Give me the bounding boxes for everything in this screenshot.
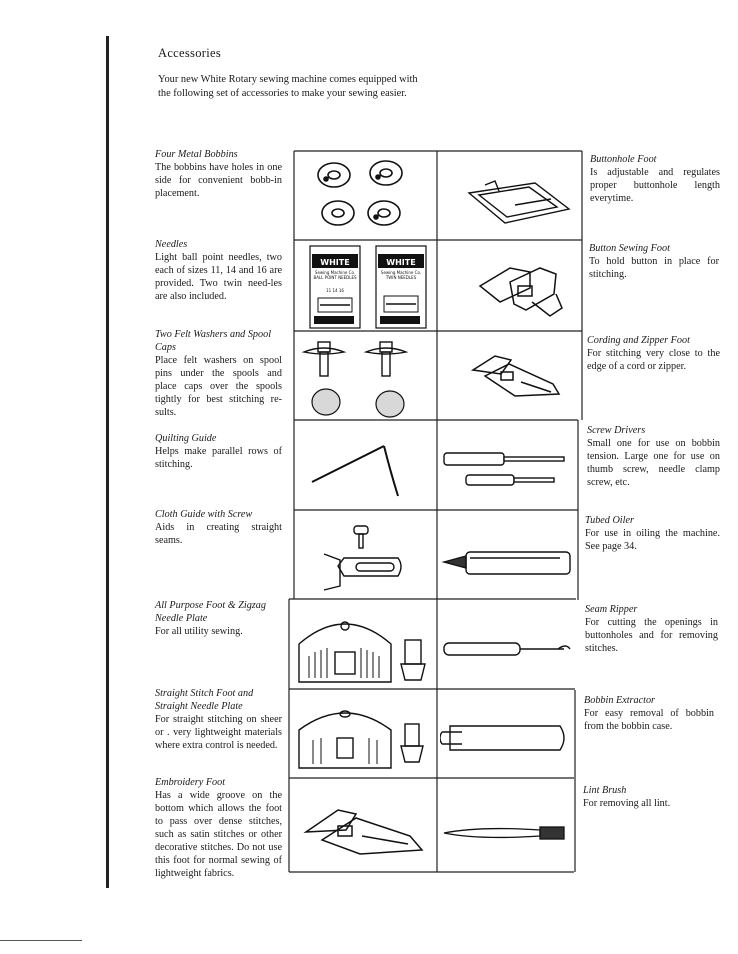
- item-text: For cutting the openings in buttonholes and for removing stitches.: [585, 617, 718, 654]
- item-title: Bobbin Extractor: [584, 695, 656, 706]
- item-title: Lint Brush: [583, 785, 627, 796]
- item-title: Buttonhole Foot: [590, 154, 657, 165]
- lint-brush-icon: [440, 818, 575, 848]
- desc-buttonhole-foot: [590, 153, 720, 205]
- felt-washer-icon: [312, 389, 404, 417]
- bobbin-extractor-icon: [440, 720, 575, 756]
- bobbin-icon: [318, 161, 402, 225]
- item-title: Four Metal Bobbins: [155, 149, 238, 160]
- desc-seam-ripper: [585, 603, 718, 655]
- straight-plate-illustration: [295, 700, 435, 772]
- svg-text:Sewing Machine Co.: Sewing Machine Co.: [380, 270, 422, 275]
- button-foot-icon: [470, 258, 570, 323]
- desc-cloth-guide: [155, 508, 282, 547]
- item-title: Needles: [155, 239, 188, 250]
- item-title: Tubed Oiler: [585, 515, 634, 526]
- spool-caps-illustration: [300, 336, 430, 418]
- bobbins-illustration: [310, 155, 420, 237]
- item-text: For removing all lint.: [583, 798, 671, 809]
- binding-margin-line: [106, 36, 109, 888]
- item-text: Has a wide groove on the bottom which allows the foot to pass over dense stitches, such as satin stitches or other decorative stitches. Do not use this foot for normal sewing of lightweight fabrics.: [155, 790, 282, 879]
- needle-pack-illustration: [306, 244, 431, 330]
- desc-bobbin-extractor: [584, 694, 714, 733]
- item-title: Two Felt Washers and Spool Caps: [155, 329, 272, 353]
- item-title: Cording and Zipper Foot: [587, 335, 690, 346]
- item-text: For use in oiling the machine. See page 34.: [585, 528, 720, 552]
- screwdriver-icon: [440, 445, 575, 493]
- item-title: Cloth Guide with Screw: [155, 509, 253, 520]
- desc-lint-brush: [583, 784, 713, 810]
- item-text: The bobbins have holes in one side for convenient bobb-in placement.: [155, 162, 282, 199]
- item-title: Screw Drivers: [587, 425, 646, 436]
- item-title: All Purpose Foot & Zigzag Needle Plate: [155, 600, 266, 624]
- desc-needles: [155, 238, 282, 303]
- intro-paragraph: Your new White Rotary sewing machine comes equipped with the following set of accessories to make your sewing easier.: [158, 74, 418, 99]
- desc-button-sewing-foot: [589, 242, 719, 281]
- desc-felt-washers-spool-caps: [155, 328, 282, 419]
- buttonhole-foot-icon: [465, 175, 575, 230]
- zipper-foot-icon: [465, 348, 565, 404]
- item-text: Aids in creating straight seams.: [155, 522, 282, 546]
- item-text: Helps make parallel rows of stitching.: [155, 446, 282, 470]
- needle-pack-icon: [310, 246, 426, 328]
- bottom-edge-line: [0, 940, 82, 941]
- item-title: Seam Ripper: [585, 604, 638, 615]
- zigzag-plate-illustration: [295, 610, 435, 686]
- svg-text:11 14 16: 11 14 16: [326, 288, 344, 293]
- item-text: For easy removal of bobbin from the bobbin case.: [584, 708, 714, 732]
- item-text: For stitching very close to the edge of a cord or zipper.: [587, 348, 720, 372]
- desc-quilting-guide: [155, 432, 282, 471]
- spool-cap-icon: [304, 342, 406, 376]
- item-text: For all utility sewing.: [155, 626, 243, 637]
- item-text: Is adjustable and regulates proper buttonhole length everytime.: [590, 167, 720, 204]
- svg-text:Sewing Machine Co.: Sewing Machine Co.: [314, 270, 356, 275]
- item-text: Light ball point needles, two each of sizes 11, 14 and 16 are provided. Two twin need-les are also included.: [155, 252, 282, 302]
- svg-text:TWIN NEEDLES: TWIN NEEDLES: [385, 275, 417, 280]
- seam-ripper-icon: [440, 635, 575, 663]
- item-title: Straight Stitch Foot and Straight Needle Plate: [155, 688, 254, 712]
- desc-four-metal-bobbins: [155, 148, 282, 200]
- desc-screw-drivers: [587, 424, 720, 489]
- desc-embroidery-foot: [155, 776, 282, 880]
- presser-foot-icon: [401, 724, 423, 762]
- svg-text:WHITE: WHITE: [386, 258, 416, 267]
- svg-text:WHITE: WHITE: [320, 258, 350, 267]
- item-text: To hold button in place for stitching.: [589, 256, 719, 280]
- cloth-guide-icon: [318, 520, 408, 594]
- item-text: Small one for use on bobbin tension. Large one for use on thumb screw, needle clamp screw, etc.: [587, 438, 720, 488]
- embroidery-foot-icon: [298, 796, 428, 862]
- item-title: Button Sewing Foot: [589, 243, 670, 254]
- item-text: For straight stitching on sheer or . very lightweight materials where extra control is needed.: [155, 714, 282, 751]
- item-title: Embroidery Foot: [155, 777, 226, 788]
- page-title: Accessories: [158, 46, 221, 60]
- desc-tubed-oiler: [585, 514, 720, 553]
- desc-all-purpose-foot: [155, 599, 282, 638]
- needle-plate-icon: [299, 622, 391, 682]
- item-text: Place felt washers on spool pins under the spools and place caps over the spools tightly for best stitching re-sults.: [155, 355, 282, 418]
- item-title: Quilting Guide: [155, 433, 217, 444]
- presser-foot-icon: [401, 640, 425, 680]
- oiler-icon: [440, 542, 575, 582]
- needle-plate-icon: [299, 711, 391, 768]
- desc-cording-zipper-foot: [587, 334, 720, 373]
- quilting-guide-icon: [308, 440, 408, 500]
- svg-text:BALL POINT NEEDLES: BALL POINT NEEDLES: [313, 275, 357, 280]
- desc-straight-stitch-foot: [155, 687, 282, 752]
